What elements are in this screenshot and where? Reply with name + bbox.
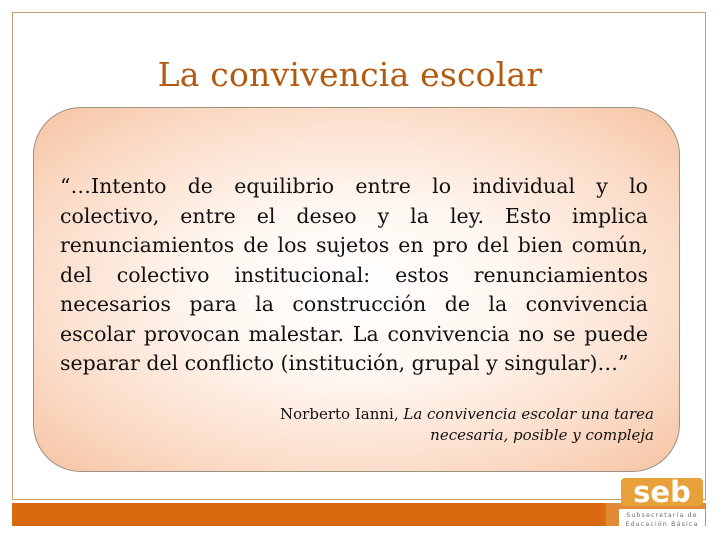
seb-logo xyxy=(613,475,711,531)
slide-title: La convivencia escolar xyxy=(157,55,543,95)
logo-text: seb xyxy=(633,475,691,509)
citation-author: Norberto Ianni, xyxy=(280,405,404,423)
bottom-accent-bar xyxy=(12,503,706,526)
seb-logo-mark xyxy=(621,475,703,509)
bottom-bar-left xyxy=(12,503,602,526)
logo-subtitle-1: Subsecretaría de xyxy=(626,512,698,519)
citation xyxy=(250,404,654,446)
quote-text: “…Intento de equilibrio entre lo individual y lo colectivo, entre el deseo y la ley. Esto implica renunciamientos de los sujetos en pro del bien común, del colectivo institucional: estos renunciamientos necesarios para la construcción de la convivencia escolar provocan malestar. La convivencia no se puede separar del conflicto (institución, grupal y singular)…” xyxy=(60,174,648,375)
citation-work: La convivencia escolar una tarea necesaria, posible y compleja xyxy=(403,405,654,444)
logo-subtitle-2: Educación Básica xyxy=(625,521,699,528)
